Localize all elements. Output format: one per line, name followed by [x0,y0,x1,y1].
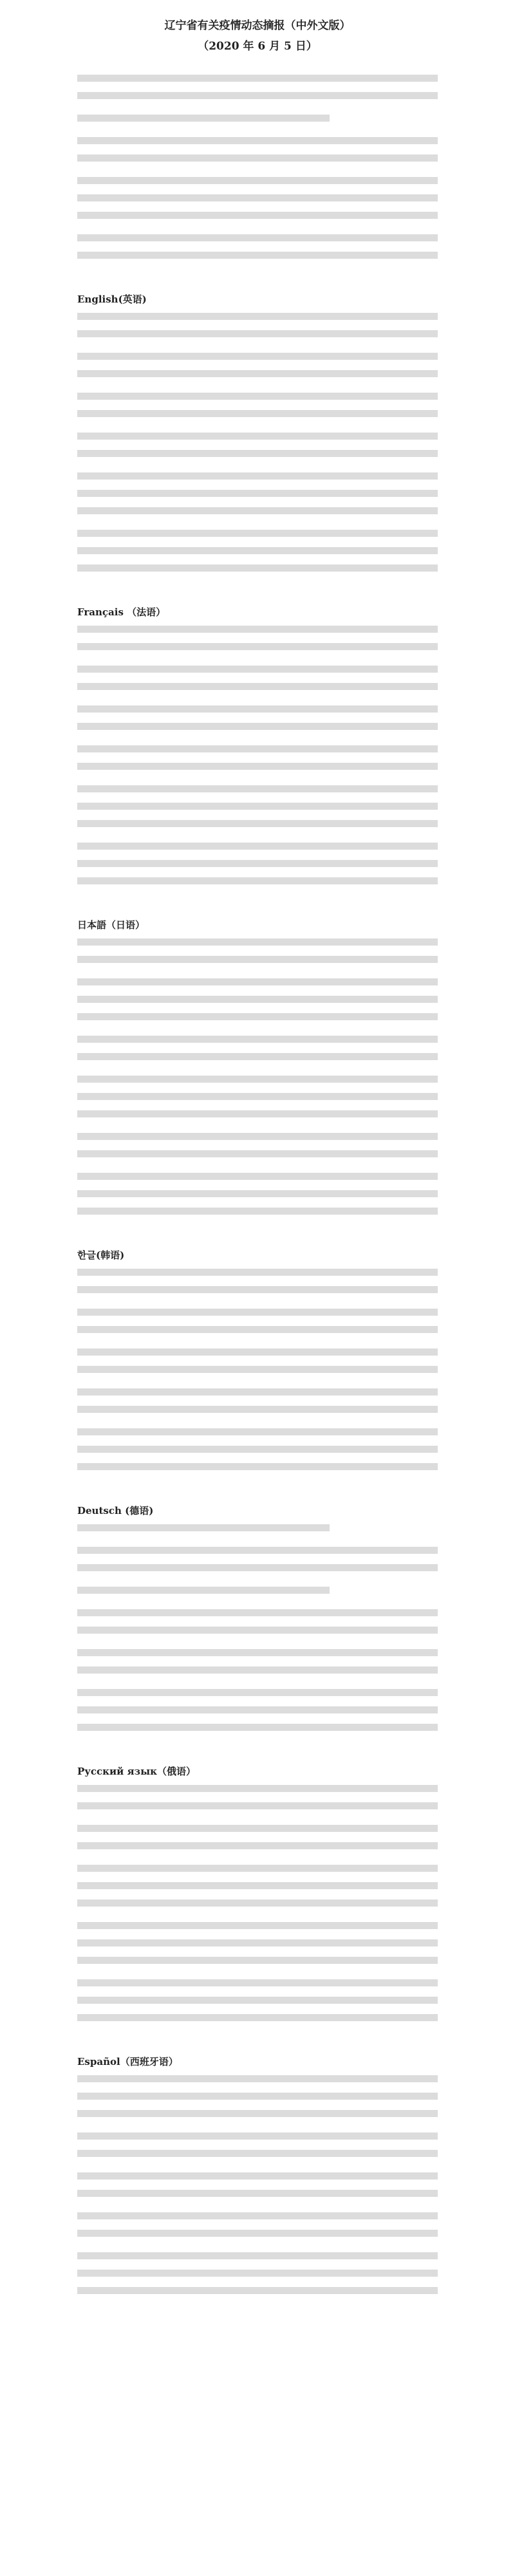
section-english [77,291,438,582]
paragraph-placeholder [77,1133,438,1168]
paragraph-placeholder [77,705,438,740]
paragraph-placeholder [77,1825,438,1860]
section-japanese [77,917,438,1225]
section-korean [77,1247,438,1480]
paragraph-placeholder [77,1309,438,1343]
paragraph-placeholder [77,1428,438,1480]
section-heading: English(英语) [77,294,147,305]
section-heading: Español（西班牙语） [77,2056,178,2067]
section-heading: Русский язык（俄语） [77,1766,196,1777]
section-heading: 日本語（日语） [77,919,145,931]
paragraph-placeholder [77,1865,438,1917]
paragraph-placeholder [77,2133,438,2167]
paragraph-placeholder [77,2172,438,2207]
section-heading: Deutsch (德语) [77,1505,154,1517]
paragraph-placeholder [77,938,438,973]
paragraph-placeholder [77,1388,438,1423]
paragraph-placeholder [77,626,438,660]
section-heading: Français （法语） [77,606,166,618]
section-german [77,1502,438,1741]
document-title: 辽宁省有关疫情动态摘报（中外文版） [164,19,351,32]
title-block [77,15,438,57]
paragraph-placeholder [77,1979,438,2031]
section-french [77,604,438,895]
section-chinese [77,75,438,269]
paragraph-placeholder [77,745,438,780]
section-russian [77,1763,438,2031]
paragraph-placeholder [77,1036,438,1070]
section-spanish [77,2053,438,2304]
paragraph-placeholder [77,785,438,837]
paragraph-placeholder [77,2212,438,2247]
paragraph-placeholder [77,1173,438,1225]
paragraph-placeholder [77,1269,438,1303]
paragraph-placeholder [77,2252,438,2304]
paragraph-placeholder [77,1649,438,1684]
paragraph-placeholder [77,137,438,172]
paragraph-placeholder [77,843,438,895]
paragraph-placeholder [77,433,438,467]
paragraph-placeholder [77,1524,330,1542]
section-heading: 한글(韩语) [77,1249,125,1261]
paragraph-placeholder [77,1689,438,1741]
paragraph-placeholder [77,393,438,427]
paragraph-placeholder [77,530,438,582]
paragraph-placeholder [77,75,438,109]
paragraph-placeholder [77,234,438,269]
paragraph-placeholder [77,1349,438,1383]
paragraph-placeholder [77,115,330,132]
paragraph-placeholder [77,666,438,700]
paragraph-placeholder [77,1076,438,1128]
document-date: （2020 年 6 月 5 日） [198,40,317,53]
paragraph-placeholder [77,313,438,348]
paragraph-placeholder [77,2075,438,2127]
paragraph-placeholder [77,1609,438,1644]
paragraph-placeholder [77,472,438,525]
paragraph-placeholder [77,1547,438,1582]
paragraph-placeholder [77,177,438,229]
paragraph-placeholder [77,1922,438,1974]
paragraph-placeholder [77,978,438,1031]
paragraph-placeholder [77,353,438,387]
paragraph-placeholder [77,1587,330,1604]
paragraph-placeholder [77,1785,438,1820]
